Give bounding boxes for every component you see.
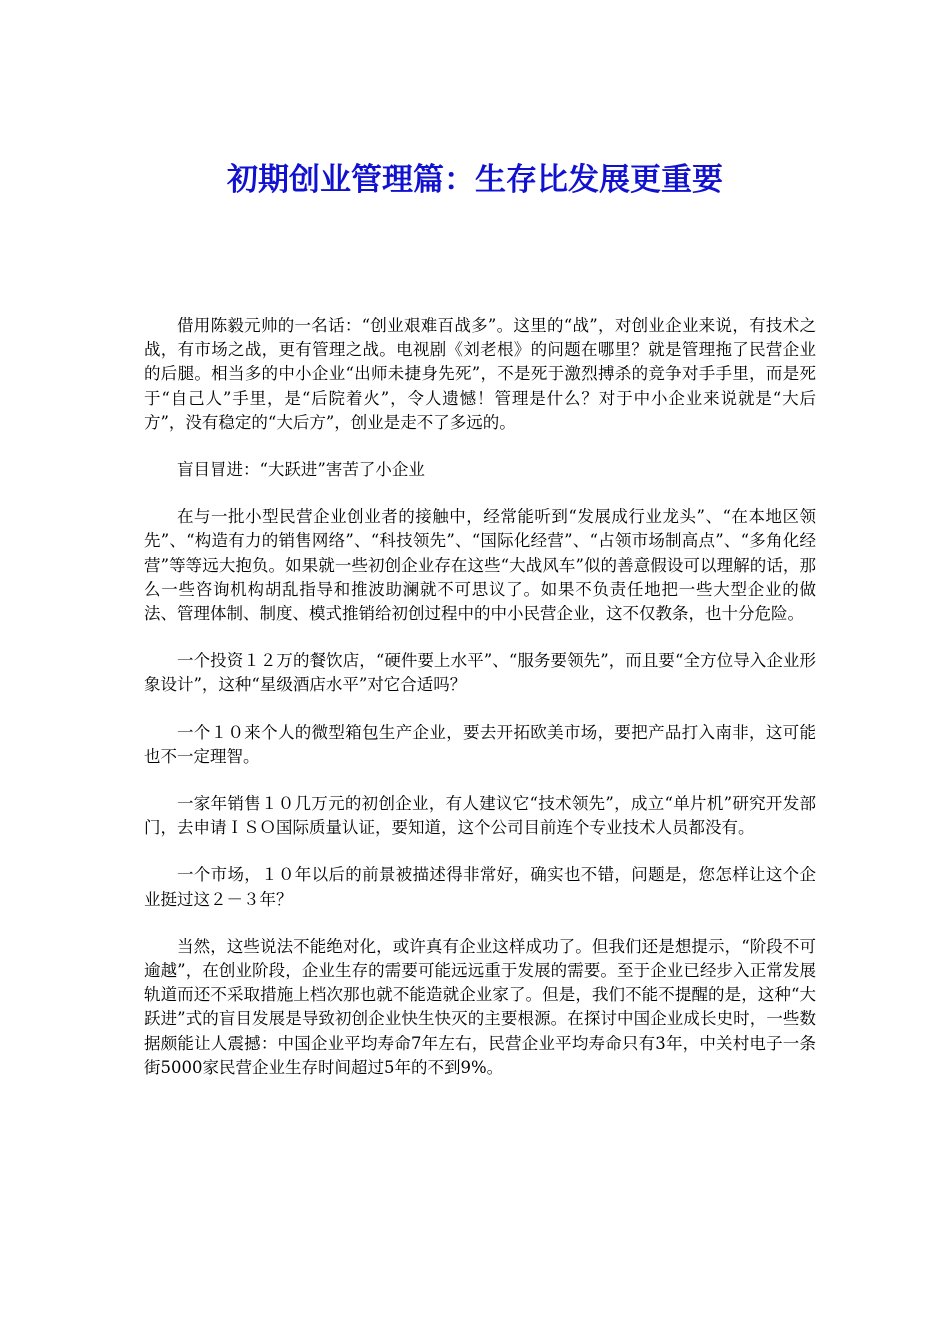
document-title: 初期创业管理篇：生存比发展更重要 xyxy=(227,162,723,198)
paragraph: 在与一批小型民营企业创业者的接触中，经常能听到“发展成行业龙头”、“在本地区领先”、“构造有力的销售网络”、“科技领先”、“国际化经营”、“占领市场制高点”、“多角化经营”等等远大抱负。如果就一些初创企业存在这些“大战风车”似的善意假设可以理解的话，那么一些咨询机构胡乱指导和推波助澜就不可思议了。如果不负责任地把一些大型企业的做法、管理体制、制度、模式推销给初创过程中的中小民营企业，这不仅教条，也十分危险。 xyxy=(144,507,816,624)
section-heading: 盲目冒进：“大跃进”害苦了小企业 xyxy=(177,460,425,480)
paragraph-intro: 借用陈毅元帅的一名话：“创业艰难百战多”。这里的“战”，对创业企业来说，有技术之战，有市场之战，更有管理之战。电视剧《刘老根》的问题在哪里？就是管理拖了民营企业的后腿。相当多的中小企业“出师未捷身先死”，不是死于激烈搏杀的竞争对手手里，而是死于“自己人”手里，是“后院着火”，令人遗憾！管理是什么？对于中小企业来说就是“大后方”，没有稳定的“大后方”，创业是走不了多远的。 xyxy=(144,316,816,432)
paragraph: 一个１０来个人的微型箱包生产企业，要去开拓欧美市场，要把产品打入南非，这可能也不一定理智。 xyxy=(144,722,816,766)
paragraph: 一个市场，１０年以后的前景被描述得非常好，确实也不错，问题是，您怎样让这个企业挺过这２－３年？ xyxy=(144,865,816,909)
paragraph: 一家年销售１０几万元的初创企业，有人建议它“技术领先”，成立“单片机”研究开发部门，去申请ＩＳＯ国际质量认证，要知道，这个公司目前连个专业技术人员都没有。 xyxy=(144,794,816,838)
document-body xyxy=(144,314,816,1103)
paragraph: 一个投资１２万的餐饮店，“硬件要上水平”、“服务要领先”，而且要“全方位导入企业形象设计”，这种“星级酒店水平”对它合适吗？ xyxy=(144,651,816,695)
paragraph: 当然，这些说法不能绝对化，或许真有企业这样成功了。但我们还是想提示，“阶段不可逾越”，在创业阶段，企业生存的需要可能远远重于发展的需要。至于企业已经步入正常发展轨道而还不采取措施上档次那也就不能造就企业家了。但是，我们不能不提醒的是，这种“大跃进”式的盲目发展是导致初创企业快生快灭的主要根源。在探讨中国企业成长史时，一些数据颇能让人震撼：中国企业平均寿命7年左右，民营企业平均寿命只有3年，中关村电子一条街5000家民营企业生存时间超过5年的不到9%。 xyxy=(144,936,816,1077)
